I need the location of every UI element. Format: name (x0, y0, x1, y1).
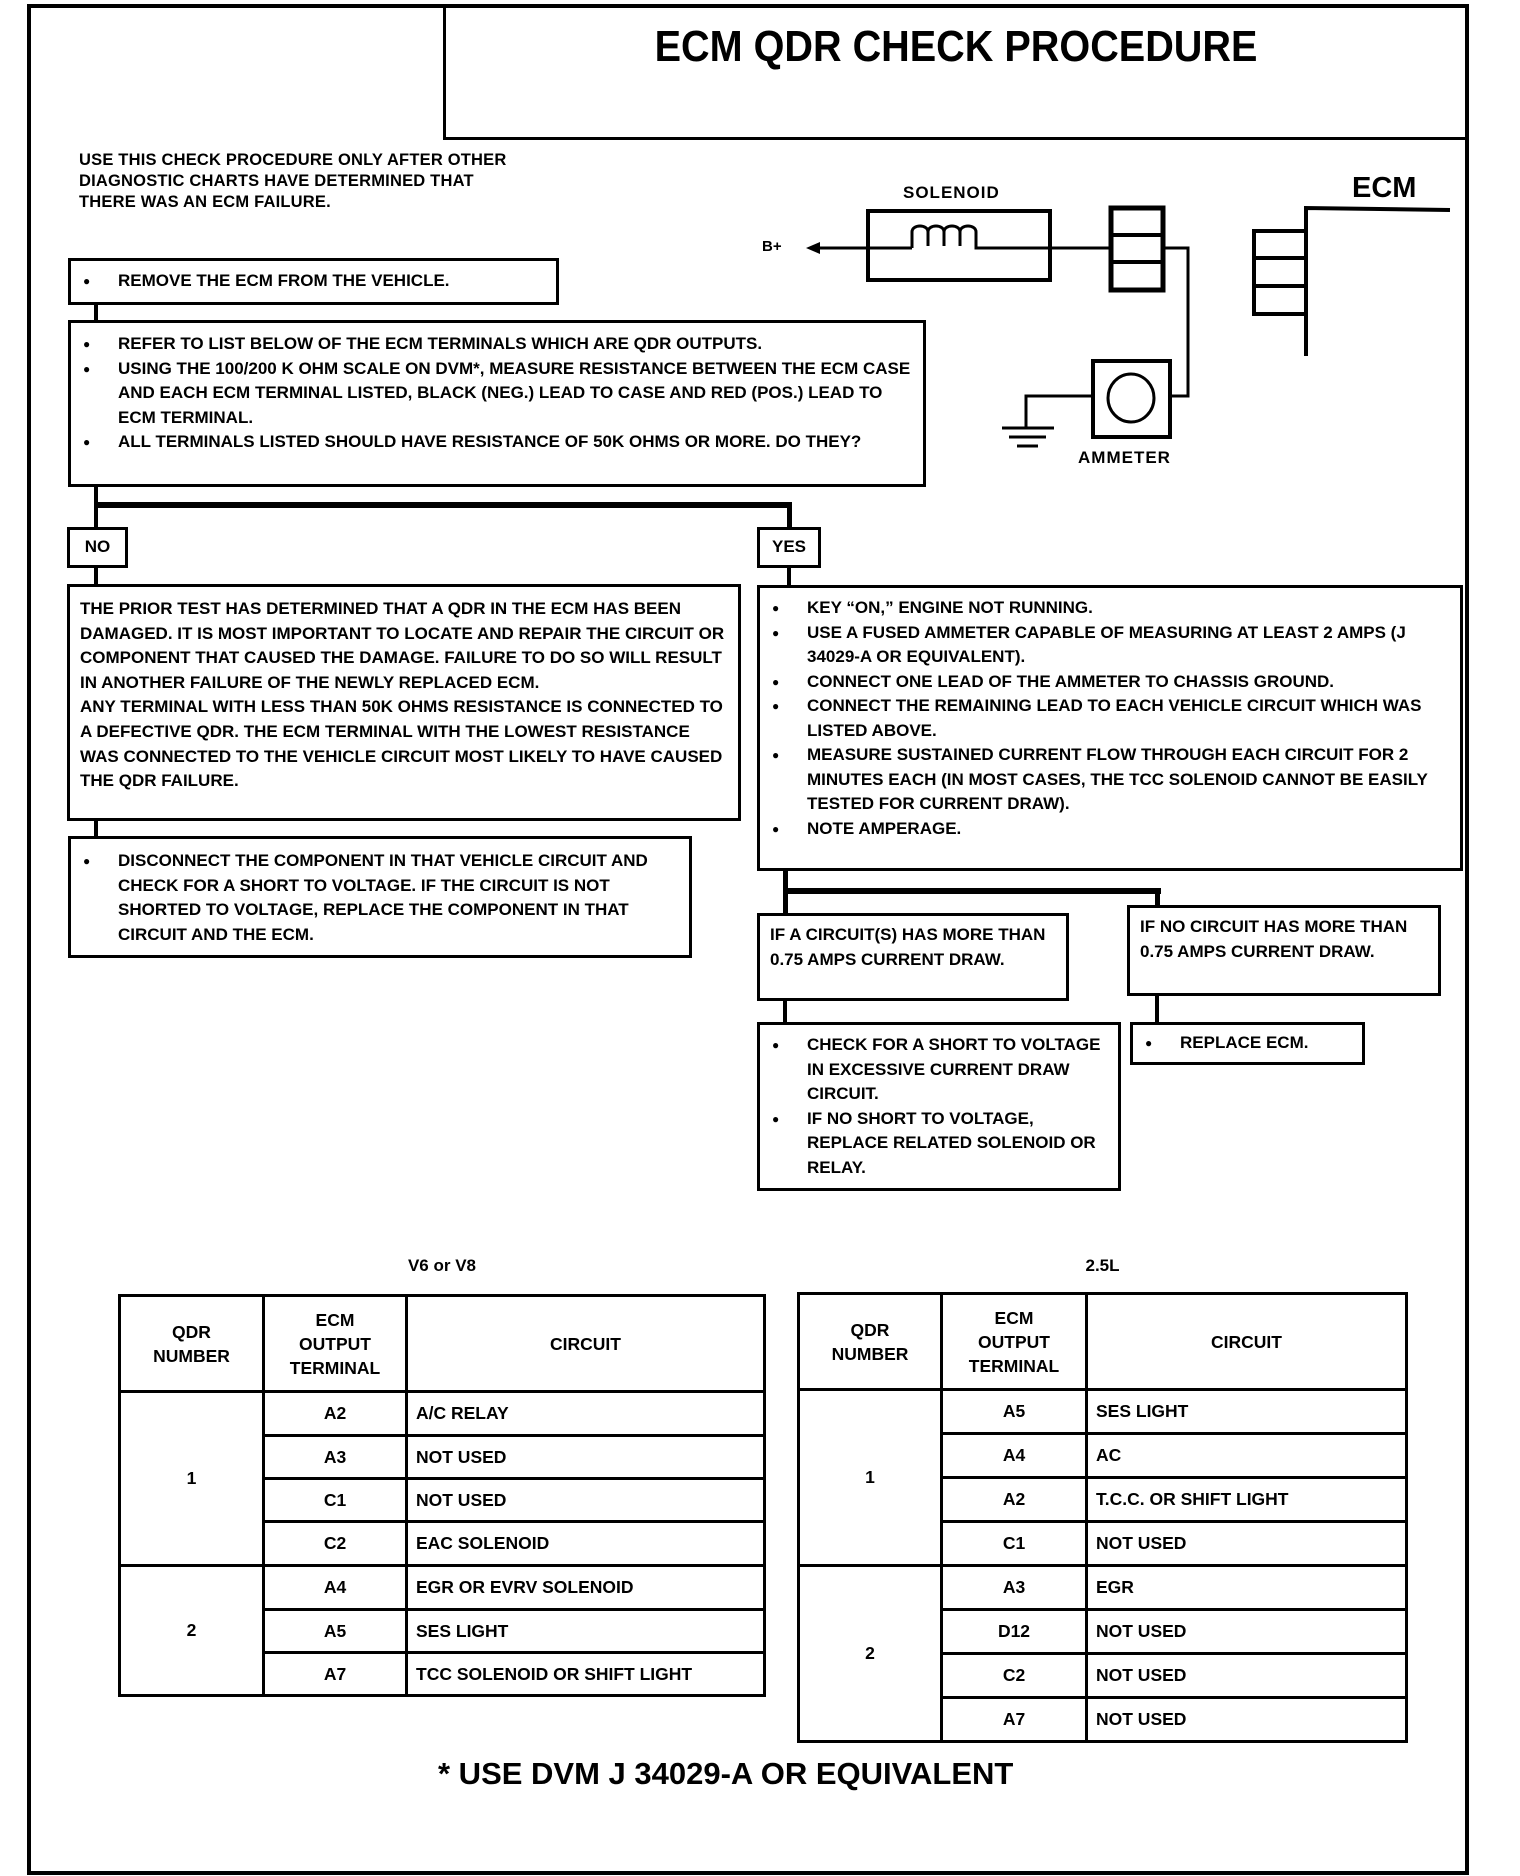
circuit-cell: SES LIGHT (407, 1610, 765, 1653)
ecm-connector-icon (1254, 208, 1450, 356)
connector-icon (1111, 208, 1163, 290)
table-title-2-5l: 2.5L (1085, 1256, 1120, 1275)
terminal-cell: C1 (264, 1479, 407, 1522)
bullet-item: ● USE A FUSED AMMETER CAPABLE OF MEASURING AT LEAST 2 AMPS (J 34029-A OR EQUIVALENT). (770, 621, 1450, 670)
table-row (799, 1390, 1407, 1434)
terminal-cell: A5 (264, 1610, 407, 1653)
connector-line (94, 304, 98, 321)
terminal-cell: A2 (264, 1392, 407, 1436)
step-remove-ecm (68, 258, 559, 305)
ecm-label: ECM (1352, 172, 1417, 204)
qdr-table-v6v8 (118, 1294, 766, 1697)
high-draw-condition: IF A CIRCUIT(S) HAS MORE THAN 0.75 AMPS CURRENT DRAW. (757, 913, 1069, 1001)
low-draw-action (1130, 1022, 1365, 1065)
intro-line: THERE WAS AN ECM FAILURE. (79, 193, 331, 211)
circuit-cell: T.C.C. OR SHIFT LIGHT (1087, 1478, 1407, 1522)
intro-line: USE THIS CHECK PROCEDURE ONLY AFTER OTHER (79, 151, 507, 169)
connector-line (94, 566, 98, 584)
terminal-cell: A7 (942, 1698, 1087, 1742)
circuit-cell: AC (1087, 1434, 1407, 1478)
bullet-item: ● NOTE AMPERAGE. (770, 817, 1450, 842)
branch-bar (783, 888, 1161, 894)
terminal-cell: C2 (264, 1522, 407, 1566)
no-branch-explanation (67, 584, 741, 821)
solenoid-label: SOLENOID (903, 183, 1000, 202)
step-measure-resistance (68, 320, 926, 487)
terminal-cell: A4 (942, 1434, 1087, 1478)
connector-line (787, 502, 792, 528)
bullet-item: ● REMOVE THE ECM FROM THE VEHICLE. (81, 269, 546, 294)
circuit-cell: A/C RELAY (407, 1392, 765, 1436)
table-title-v6v8: V6 or V8 (407, 1256, 477, 1275)
header-ecm-output-terminal: ECM OUTPUT TERMINAL (264, 1296, 407, 1392)
terminal-cell: A3 (942, 1566, 1087, 1610)
circuit-cell: TCC SOLENOID OR SHIFT LIGHT (407, 1653, 765, 1696)
battery-label: B+ (762, 238, 782, 255)
terminal-cell: D12 (942, 1610, 1087, 1654)
circuit-cell: NOT USED (1087, 1610, 1407, 1654)
ammeter-label: AMMETER (1078, 448, 1171, 467)
table-row (120, 1566, 765, 1610)
page-title: ECM QDR CHECK PROCEDURE (654, 22, 1258, 71)
circuit-cell: NOT USED (1087, 1654, 1407, 1698)
arrow-left-icon (806, 242, 867, 254)
qdr-table-2-5l (797, 1292, 1408, 1743)
ground-icon (1002, 428, 1054, 446)
terminal-cell: C2 (942, 1654, 1087, 1698)
bullet-item: ● IF NO SHORT TO VOLTAGE, REPLACE RELATED SOLENOID OR RELAY. (770, 1107, 1108, 1181)
connector-line (783, 1000, 787, 1023)
intro-text (79, 150, 506, 213)
table-row (120, 1392, 765, 1436)
branch-bar (94, 502, 792, 508)
qdr-number-cell: 2 (799, 1566, 942, 1742)
terminal-cell: C1 (942, 1522, 1087, 1566)
bullet-item: ● ALL TERMINALS LISTED SHOULD HAVE RESISTANCE OF 50K OHMS OR MORE. DO THEY? (81, 430, 913, 455)
circuit-cell: EGR (1087, 1566, 1407, 1610)
no-branch-action (68, 836, 692, 958)
high-draw-actions (757, 1022, 1121, 1191)
connector-line (1155, 995, 1159, 1023)
table-header-row (799, 1294, 1407, 1390)
low-draw-condition: IF NO CIRCUIT HAS MORE THAN 0.75 AMPS CURRENT DRAW. (1127, 905, 1441, 996)
connector-line (94, 819, 98, 836)
table-row (799, 1566, 1407, 1610)
bullet-item: ● KEY “ON,” ENGINE NOT RUNNING. (770, 596, 1450, 621)
header-circuit: CIRCUIT (407, 1296, 765, 1392)
circuit-cell: NOT USED (407, 1436, 765, 1479)
circuit-cell: NOT USED (1087, 1522, 1407, 1566)
circuit-cell: NOT USED (1087, 1698, 1407, 1742)
bullet-item: ● MEASURE SUSTAINED CURRENT FLOW THROUGH EACH CIRCUIT FOR 2 MINUTES EACH (IN MOST CASES, THE TCC SOLENOID CANNOT BE EASILY TESTED FOR CURRENT DRAW). (770, 743, 1450, 817)
footnote: * USE DVM J 34029-A OR EQUIVALENT (438, 1756, 1014, 1791)
bullet-item: ● CONNECT THE REMAINING LEAD TO EACH VEHICLE CIRCUIT WHICH WAS LISTED ABOVE. (770, 694, 1450, 743)
intro-line: DIAGNOSTIC CHARTS HAVE DETERMINED THAT (79, 172, 474, 190)
terminal-cell: A7 (264, 1653, 407, 1696)
bullet-item: ● REPLACE ECM. (1143, 1031, 1352, 1056)
circuit-cell: SES LIGHT (1087, 1390, 1407, 1434)
connector-line (1155, 888, 1160, 906)
connector-line (787, 566, 791, 586)
circuit-cell: EAC SOLENOID (407, 1522, 765, 1566)
ammeter-icon (1093, 361, 1170, 437)
header-circuit: CIRCUIT (1087, 1294, 1407, 1390)
bullet-item: ● DISCONNECT THE COMPONENT IN THAT VEHICLE CIRCUIT AND CHECK FOR A SHORT TO VOLTAGE. IF THE CIRCUIT IS NOT SHORTED TO VOLTAGE, REPLACE THE COMPONENT IN THAT CIRCUIT AND THE ECM. (81, 849, 679, 947)
terminal-cell: A2 (942, 1478, 1087, 1522)
qdr-number-cell: 1 (799, 1390, 942, 1566)
table-header-row (120, 1296, 765, 1392)
terminal-cell: A4 (264, 1566, 407, 1610)
solenoid-coil-icon (868, 211, 1050, 280)
terminal-cell: A5 (942, 1390, 1087, 1434)
bullet-item: ● REFER TO LIST BELOW OF THE ECM TERMINALS WHICH ARE QDR OUTPUTS. (81, 332, 913, 357)
bullet-item: ● USING THE 100/200 K OHM SCALE ON DVM*, MEASURE RESISTANCE BETWEEN THE ECM CASE AND EACH ECM TERMINAL LISTED, BLACK (NEG.) LEAD TO CASE AND RED (POS.) LEAD TO ECM TERMINAL. (81, 357, 913, 431)
circuit-cell: EGR OR EVRV SOLENOID (407, 1566, 765, 1610)
circuit-cell: NOT USED (407, 1479, 765, 1522)
paragraph: THE PRIOR TEST HAS DETERMINED THAT A QDR IN THE ECM HAS BEEN DAMAGED. IT IS MOST IMPORTANT TO LOCATE AND REPAIR THE CIRCUIT OR COMPONENT THAT CAUSED THE DAMAGE. FAILURE TO DO SO WILL RESULT IN ANOTHER FAILURE OF THE NEWLY REPLACED ECM. (80, 599, 725, 692)
header-qdr-number: QDR NUMBER (799, 1294, 942, 1390)
paragraph: ANY TERMINAL WITH LESS THAN 50K OHMS RESISTANCE IS CONNECTED TO A DEFECTIVE QDR. THE ECM TERMINAL WITH THE LOWEST RESISTANCE WAS CONNECTED TO THE VEHICLE CIRCUIT MOST LIKELY TO HAVE CAUSED THE QDR FAILURE. (80, 697, 723, 791)
header-qdr-number: QDR NUMBER (120, 1296, 264, 1392)
bullet-item: ● CHECK FOR A SHORT TO VOLTAGE IN EXCESSIVE CURRENT DRAW CIRCUIT. (770, 1033, 1108, 1107)
qdr-number-cell: 1 (120, 1392, 264, 1566)
yes-label: YES (757, 527, 821, 568)
header-ecm-output-terminal: ECM OUTPUT TERMINAL (942, 1294, 1087, 1390)
yes-branch-steps (757, 585, 1463, 871)
terminal-cell: A3 (264, 1436, 407, 1479)
bullet-item: ● CONNECT ONE LEAD OF THE AMMETER TO CHASSIS GROUND. (770, 670, 1450, 695)
qdr-number-cell: 2 (120, 1566, 264, 1696)
no-label: NO (67, 527, 128, 568)
